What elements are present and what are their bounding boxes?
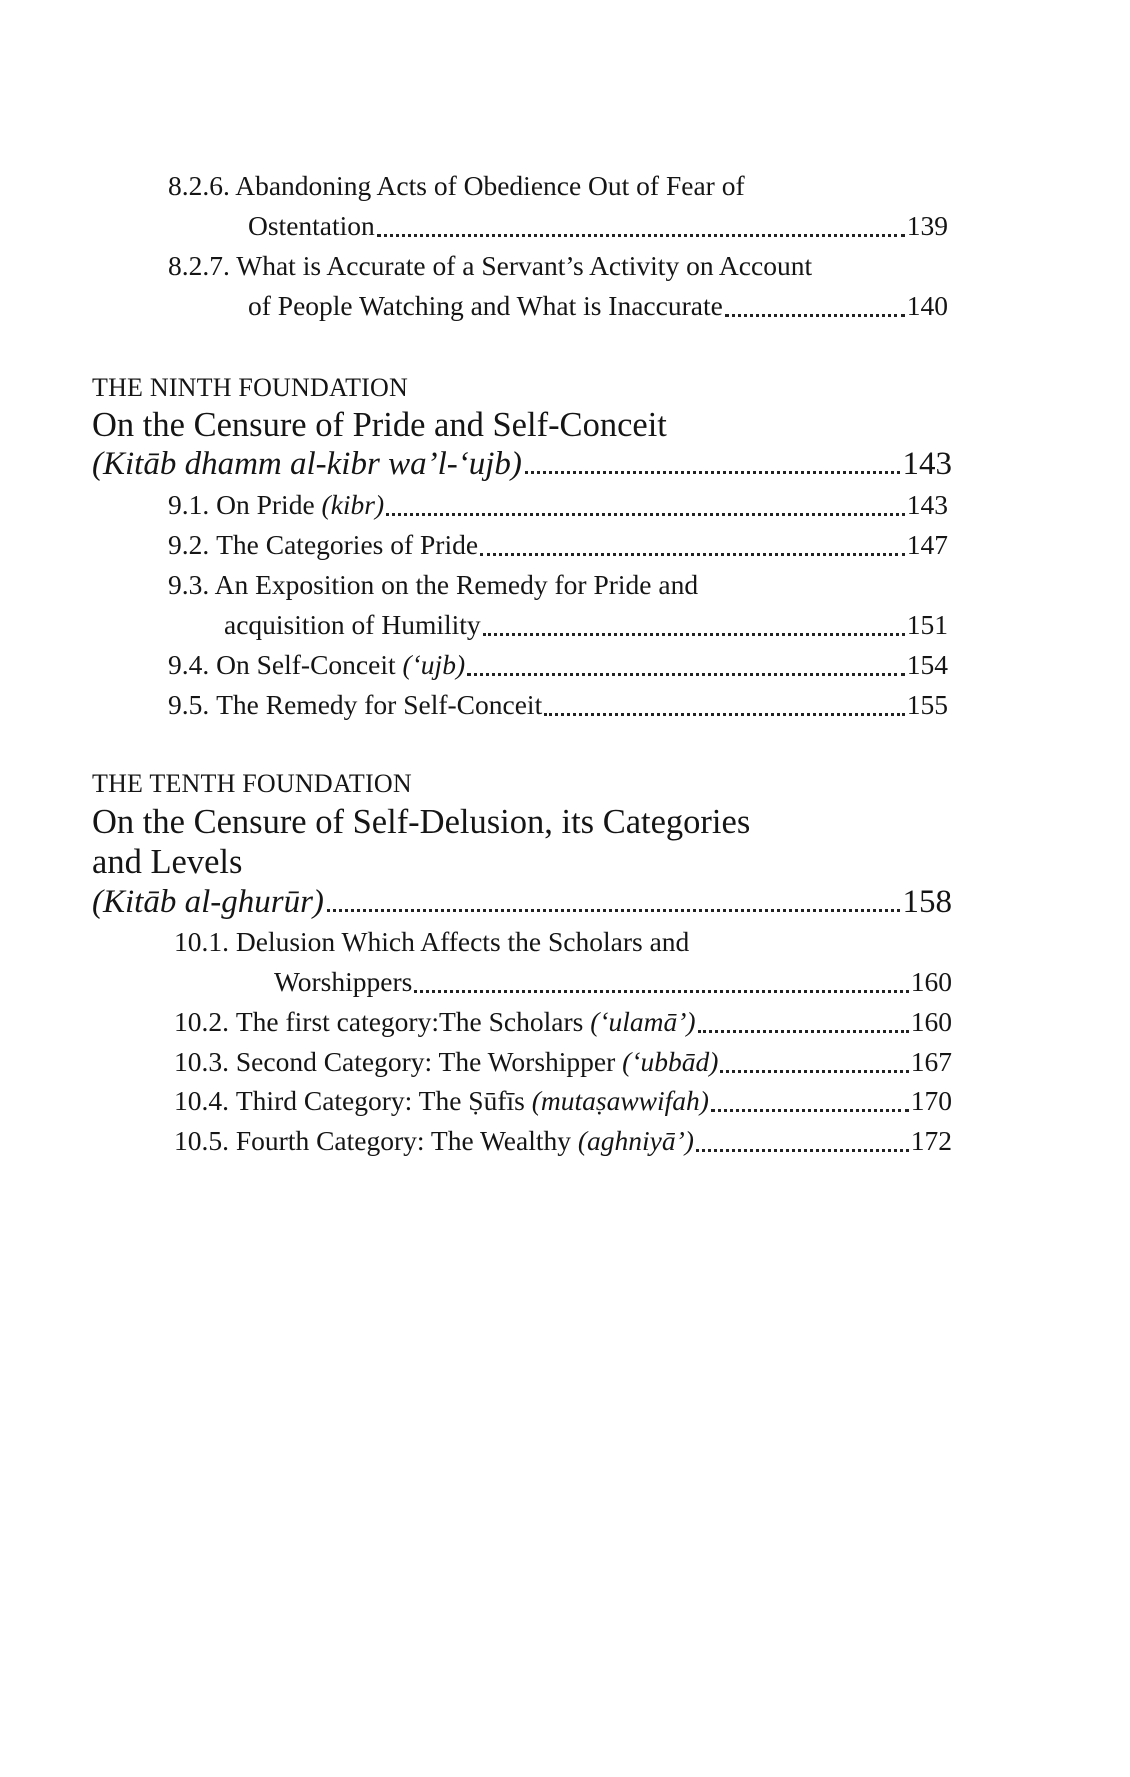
entry-title: Second Category: The Worshipper (235, 1046, 616, 1077)
entry-second-line (168, 605, 948, 645)
entry-transliteration: (‘ujb) (402, 649, 466, 680)
entry-second-line (168, 206, 948, 246)
page-number: 143 (902, 446, 952, 482)
entry-number: 9.1. (168, 489, 210, 520)
entry-title: The Categories of Pride (216, 529, 479, 560)
toc-entry-9-1[interactable] (168, 485, 948, 525)
dot-leader (377, 233, 905, 237)
entry-number: 9.2. (168, 529, 210, 560)
entry-title: Abandoning Acts of Obedience Out of Fear of (235, 170, 745, 201)
entry-transliteration: (mutaṣawwifah) (531, 1085, 709, 1116)
entry-title: What is Accurate of a Servant’s Activity on Account (236, 250, 813, 281)
entry-transliteration: (aghniyā’) (577, 1125, 694, 1156)
entry-title: Third Category: The Ṣūfīs (235, 1085, 525, 1116)
entry-number: 9.4. (168, 649, 210, 680)
toc-entry-9-5[interactable] (168, 685, 948, 725)
kitab-title: (Kitāb al-ghurūr) (92, 884, 324, 920)
dot-leader (327, 908, 900, 912)
entry-number: 10.1. (174, 926, 229, 957)
entry-number: 8.2.6. (168, 170, 230, 201)
foundation-title-tenth-line2[interactable]: and Levels (92, 843, 243, 881)
toc-entry-10-1[interactable] (174, 922, 952, 1002)
entry-transliteration: (‘ubbād) (622, 1046, 719, 1077)
page-number: 147 (906, 529, 948, 560)
dot-leader (386, 512, 905, 516)
foundation-kitab-ninth[interactable] (92, 444, 952, 484)
entry-number: 10.2. (174, 1006, 229, 1037)
entry-number: 10.4. (174, 1085, 229, 1116)
entry-title: An Exposition on the Remedy for Pride and (214, 569, 699, 600)
toc-entry-9-3[interactable] (168, 565, 948, 645)
toc-entry-9-4[interactable] (168, 645, 948, 685)
entry-title: The first category:The Scholars (235, 1006, 584, 1037)
toc-entry-9-2[interactable] (168, 525, 948, 565)
page-number: 155 (906, 689, 948, 720)
dot-leader (483, 632, 905, 636)
page-number: 160 (910, 966, 952, 997)
toc-entry-8-2-7[interactable] (168, 246, 948, 326)
entry-title: Fourth Category: The Wealthy (235, 1125, 571, 1156)
entry-line (168, 645, 948, 685)
entry-line (168, 685, 948, 725)
entry-title-continued: acquisition of Humility (224, 609, 481, 640)
entry-number: 9.3. (168, 569, 210, 600)
entry-line (168, 525, 948, 565)
dot-leader (525, 470, 900, 474)
dot-leader (414, 989, 908, 993)
toc-entry-10-3[interactable] (174, 1042, 952, 1082)
entry-line (174, 1042, 952, 1082)
entry-title: The Remedy for Self-Conceit (216, 689, 543, 720)
entry-title-continued: of People Watching and What is Inaccurate (248, 290, 723, 321)
entry-first-line (174, 922, 952, 962)
entry-number: 8.2.7. (168, 250, 230, 281)
page-number: 172 (910, 1125, 952, 1156)
foundation-kitab-tenth[interactable] (92, 882, 952, 922)
foundation-label-tenth: THE TENTH FOUNDATION (92, 769, 412, 798)
page-number: 167 (910, 1046, 952, 1077)
entry-line (174, 1081, 952, 1121)
dot-leader (480, 552, 905, 556)
page-number: 158 (902, 884, 952, 920)
entry-line (174, 1121, 952, 1161)
entry-title: Delusion Which Affects the Scholars and (235, 926, 690, 957)
kitab-title: (Kitāb dhamm al-kibr wa’l-‘ujb) (92, 446, 522, 482)
entry-title: On Pride (216, 489, 315, 520)
page-number: 140 (906, 290, 948, 321)
dot-leader (467, 672, 905, 676)
dot-leader (544, 712, 905, 716)
dot-leader (725, 313, 905, 317)
entry-title-continued: Worshippers (274, 966, 413, 997)
foundation-title-ninth[interactable]: On the Censure of Pride and Self-Conceit (92, 406, 667, 444)
page-number: 143 (906, 489, 948, 520)
toc-entry-10-5[interactable] (174, 1121, 952, 1161)
page-number: 154 (906, 649, 948, 680)
entry-second-line (168, 286, 948, 326)
entry-second-line (174, 962, 952, 1002)
dot-leader (698, 1029, 909, 1033)
entry-line (174, 1002, 952, 1042)
entry-number: 10.3. (174, 1046, 229, 1077)
dot-leader (720, 1069, 908, 1073)
toc-entry-8-2-6[interactable] (168, 166, 948, 246)
entry-number: 9.5. (168, 689, 210, 720)
page-number: 160 (910, 1006, 952, 1037)
entry-title: On Self-Conceit (216, 649, 396, 680)
page-number: 139 (906, 210, 948, 241)
foundation-title-tenth-line1[interactable]: On the Censure of Self-Delusion, its Categories (92, 803, 751, 841)
dot-leader (696, 1148, 909, 1152)
entry-first-line (168, 246, 948, 286)
page-number: 170 (910, 1085, 952, 1116)
entry-first-line (168, 565, 948, 605)
entry-line (168, 485, 948, 525)
entry-transliteration: (‘ulamā’) (590, 1006, 696, 1037)
entry-title-continued: Ostentation (248, 210, 375, 241)
toc-entry-10-2[interactable] (174, 1002, 952, 1042)
dot-leader (711, 1108, 909, 1112)
entry-number: 10.5. (174, 1125, 229, 1156)
toc-entry-10-4[interactable] (174, 1081, 952, 1121)
page-number: 151 (906, 609, 948, 640)
entry-first-line (168, 166, 948, 206)
entry-transliteration: (kibr) (321, 489, 385, 520)
foundation-label-ninth: THE NINTH FOUNDATION (92, 373, 408, 402)
